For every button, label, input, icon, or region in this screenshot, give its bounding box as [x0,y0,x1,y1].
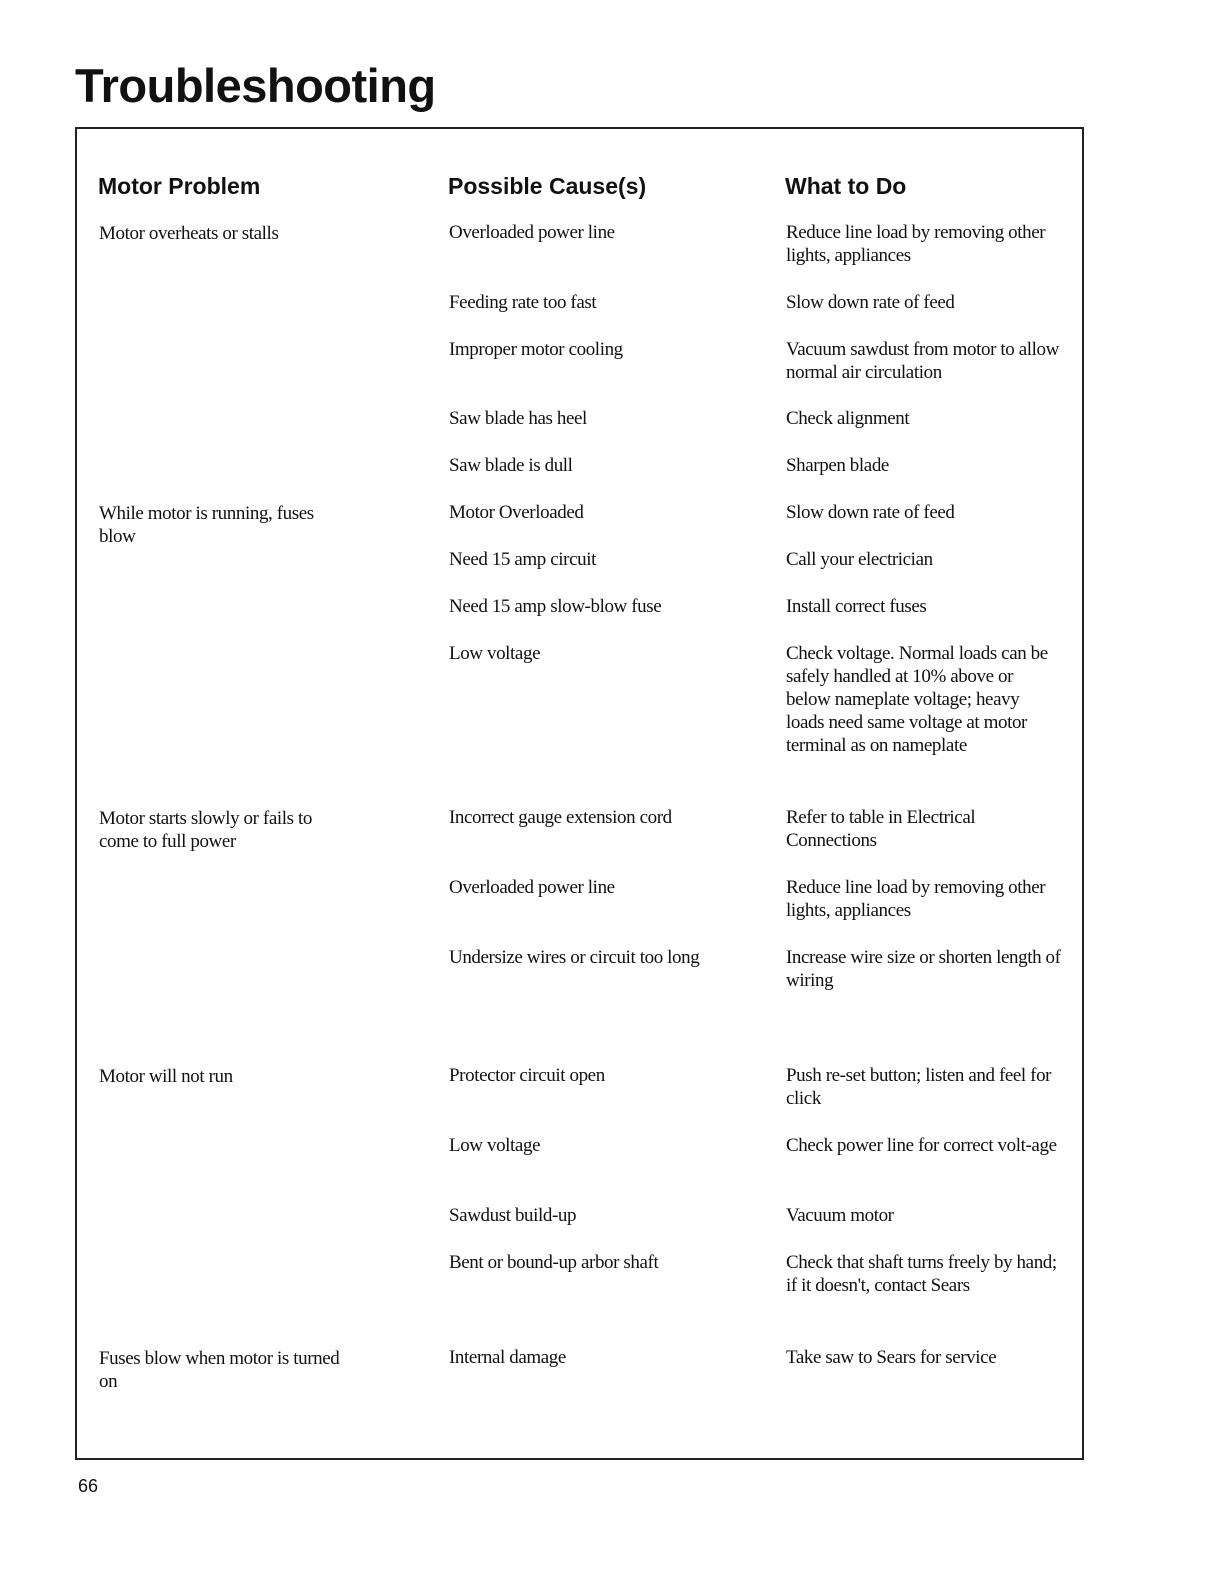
what-to-do: Check power line for correct volt-age [786,1135,1057,1156]
what-to-do: Slow down rate of feed [786,292,955,313]
header-possible-causes: Possible Cause(s) [448,173,647,199]
what-to-do: Check that shaft turns freely by hand; if it doesn't, contact Sears [786,1252,1057,1296]
possible-cause: Overloaded power line [449,877,615,898]
what-to-do: Take saw to Sears for service [786,1347,997,1368]
possible-cause: Saw blade has heel [449,408,587,429]
possible-cause: Improper motor cooling [449,339,623,360]
what-to-do: Reduce line load by removing other lights, appliances [786,222,1046,266]
possible-cause: Undersize wires or circuit too long [449,947,700,968]
header-what-to-do: What to Do [785,173,907,199]
possible-cause: Incorrect gauge extension cord [449,807,672,828]
motor-problem: Fuses blow when motor is turned on [99,1348,340,1392]
what-to-do: Sharpen blade [786,455,889,476]
what-to-do: Install correct fuses [786,596,927,617]
possible-cause: Sawdust build-up [449,1205,577,1226]
possible-cause: Protector circuit open [449,1065,605,1086]
possible-cause: Bent or bound-up arbor shaft [449,1252,659,1273]
possible-cause: Overloaded power line [449,222,615,243]
header-motor-problem: Motor Problem [98,173,261,199]
what-to-do: Slow down rate of feed [786,502,955,523]
possible-cause: Low voltage [449,1135,541,1156]
possible-cause: Internal damage [449,1347,566,1368]
possible-cause: Need 15 amp circuit [449,549,596,570]
page-number: 66 [78,1476,99,1496]
what-to-do: Vacuum motor [786,1205,894,1226]
motor-problem: While motor is running, fuses blow [99,503,314,547]
what-to-do: Increase wire size or shorten length of wiring [786,947,1061,991]
page-title: Troubleshooting [75,59,436,112]
motor-problem: Motor starts slowly or fails to come to full power [99,808,312,852]
what-to-do: Reduce line load by removing other lights, appliances [786,877,1046,921]
what-to-do: Check alignment [786,408,910,429]
motor-problem: Motor will not run [99,1066,233,1087]
what-to-do: Push re-set button; listen and feel for click [786,1065,1052,1109]
possible-cause: Motor Overloaded [449,502,584,523]
possible-cause: Need 15 amp slow-blow fuse [449,596,662,617]
what-to-do: Refer to table in Electrical Connections [786,807,976,851]
possible-cause: Low voltage [449,643,541,664]
possible-cause: Saw blade is dull [449,455,573,476]
possible-cause: Feeding rate too fast [449,292,597,313]
motor-problem: Motor overheats or stalls [99,223,279,244]
what-to-do: Call your electrician [786,549,933,570]
what-to-do: Vacuum sawdust from motor to allow normal air circulation [786,339,1059,383]
what-to-do: Check voltage. Normal loads can be safely handled at 10% above or below nameplate voltage; heavy loads need same voltage at motor terminal as on nameplate [786,643,1048,756]
